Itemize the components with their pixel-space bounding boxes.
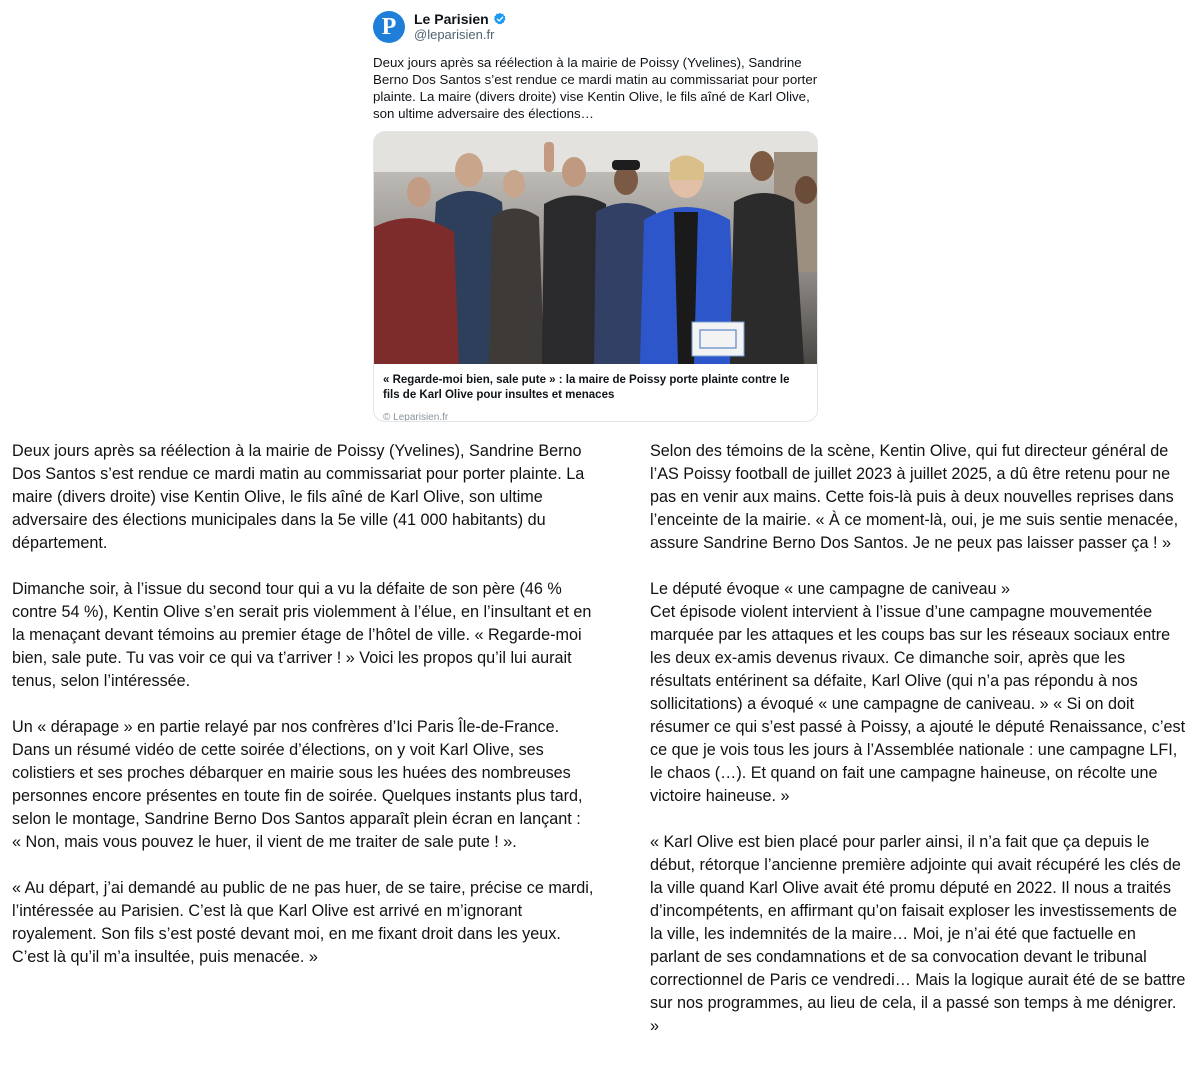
embedded-post [357, 0, 827, 422]
card-source: © Leparisien.fr [383, 412, 449, 422]
account-handle[interactable]: @leparisien.fr [414, 27, 495, 42]
verified-badge-icon [493, 12, 507, 26]
article-paragraph: Selon des témoins de la scène, Kentin Olive, qui fut directeur général de l’AS Poissy football de juillet 2023 à juillet 2025, a dû être retenu pour ne pas en venir aux mains. Cette fois-là puis à deux nouvelles reprises dans l’enceinte de la mairie. « À ce moment-là, oui, je me suis sentie menacée, assure Sandrine Berno Dos Santos. Je ne peux pas laisser passer ça ! » [650, 442, 1179, 552]
news-photo-icon [374, 132, 817, 364]
article-right-column [650, 440, 1187, 1061]
article-left-column [12, 440, 594, 992]
article-paragraph: « Karl Olive est bien placé pour parler ainsi, il n’a fait que ça depuis le début, rétorque l’ancienne première adjointe qui avait récupéré les clés de la ville quand Karl Olive avait été promu député en 2022. Il nous a traités d’incompétents, en affirmant qu’on faisait exploser les investissements de la ville, les indemnités de la maire… Moi, je n’ai été que factuelle en parlant de ses condamnations et de sa convocation devant le tribunal correctionnel de Paris ce vendredi… Mais la logique aurait été de se battre sur nos programmes, au lieu de cela, il a passé son temps à me dénigrer. » [650, 833, 1186, 1035]
avatar[interactable]: P [373, 11, 405, 43]
article-paragraph: Dimanche soir, à l’issue du second tour qui a vu la défaite de son père (46 % contre 54 %), Kentin Olive s’en serait pris violemment à l’élue, en l’insultant et en la menaçant devant témoins au premier étage de l’hôtel de ville. « Regarde-moi bien, sale pute. Tu vas voir ce qui va t’arriver ! » Voici les propos qu’il lui aurait tenus, selon l’intéressée. [12, 580, 592, 690]
post-header [373, 10, 507, 44]
article-paragraph: Cet épisode violent intervient à l’issue d’une campagne mouvementée marquée par les attaques et les coups bas sur les réseaux sociaux entre les deux ex-amis devenus rivaux. Ce dimanche soir, après que les résultats entérinent sa défaite, Karl Olive (qui n’a pas répondu à nos sollicitations) a évoqué « une campagne de caniveau. » « Si on doit résumer ce qui s’est passé à Poissy, a ajouté le député Renaissance, c’est ce que je vois tous les jours à l’Assemblée nationale : une campagne LFI, le chaos (…). Et quand on fait une campagne haineuse, on récolte une victoire haineuse. » [650, 603, 1186, 805]
account-name-line[interactable] [414, 11, 507, 27]
account-name[interactable]: Le Parisien [414, 11, 489, 27]
article-paragraph: « Au départ, j’ai demandé au public de ne pas huer, de se taire, précise ce mardi, l’intéressée au Parisien. C’est là que Karl Olive est arrivé en m’ignorant royalement. Son fils s’est posté devant moi, en me fixant droit dans les yeux. C’est là qu’il m’a insultée, puis menacée. » [12, 879, 594, 966]
article-subheading: Le député évoque « une campagne de caniveau » [650, 580, 1011, 598]
article-paragraph: Un « dérapage » en partie relayé par nos confrères d’Ici Paris Île-de-France. Dans un résumé vidéo de cette soirée d’élections, on y voit Karl Olive, ses colistiers et ses proches débarquer en mairie sous les huées des nombreuses personnes encore présentes en toute fin de soirée. Quelques instants plus tard, selon le montage, Sandrine Berno Dos Santos apparaît plein écran en lançant : « Non, mais vous pouvez le huer, il vient de me traiter de sale pute ! ». [12, 718, 583, 851]
card-title[interactable]: « Regarde-moi bien, sale pute » : la maire de Poissy porte plainte contre le fils de Karl Olive pour insultes et menaces [383, 374, 790, 401]
post-text: Deux jours après sa réélection à la mairie de Poissy (Yvelines), Sandrine Berno Dos Santos s’est rendue ce mardi matin au commissariat pour porter plainte. La maire (divers droite) vise Kentin Olive, le fils aîné de Karl Olive, son ultime adversaire des élections… [373, 55, 818, 121]
author-names [414, 11, 507, 43]
article-paragraph: Deux jours après sa réélection à la mairie de Poissy (Yvelines), Sandrine Berno Dos Santos s’est rendue ce mardi matin au commissariat pour porter plainte. La maire (divers droite) vise Kentin Olive, le fils aîné de Karl Olive, son ultime adversaire des élections municipales dans la 5e ville (41 000 habitants) du département. [12, 442, 585, 552]
link-card[interactable] [373, 131, 818, 422]
